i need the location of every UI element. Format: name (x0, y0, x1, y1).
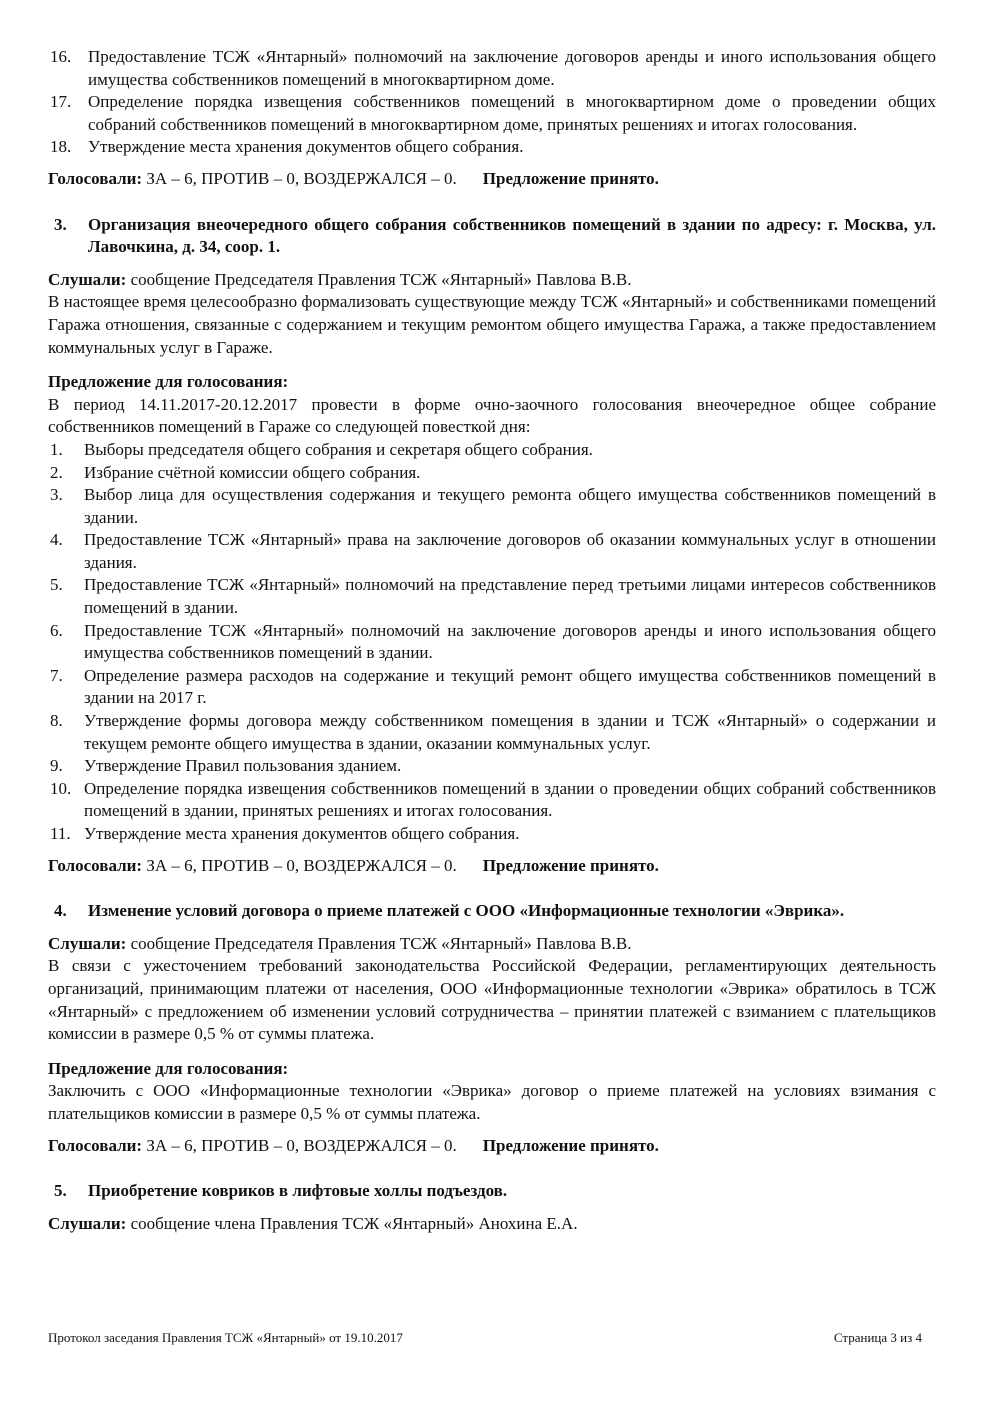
vote-result: Голосовали: ЗА – 6, ПРОТИВ – 0, ВОЗДЕРЖАЛСЯ – 0. Предложение принято. (48, 855, 659, 875)
section-4-proposal: Заключить с ООО «Информационные технологии «Эврика» договор о приеме платежей на условиях взимания с плательщиков комиссии в размере 0,5 % от суммы платежа. (48, 1081, 936, 1123)
footer-document-title: Протокол заседания Правления ТСЖ «Янтарный» от 19.10.2017 (48, 1330, 403, 1345)
page-footer (48, 1330, 922, 1346)
list-item: 1. Выборы председателя общего собрания и секретаря общего собрания. (50, 439, 593, 459)
section-4-body: В связи с ужесточением требований законодательства Российской Федерации, регламентирующих деятельность организаций, принимающим платежи от населения, ООО «Информационные технологии «Эврика» обратилось в ТСЖ «Янтарный» с предложением об изменении условий сотрудничества – принятии платежей с взиманием с плательщиков комиссии в размере 0,5 % от суммы платежа. (48, 956, 936, 1044)
section-4-heading: 4. Изменение условий договора о приеме платежей с ООО «Информационные технологии «Эврика». (54, 901, 845, 921)
accepted-label: Предложение принято. (482, 168, 659, 188)
section-5-listened: Слушали: сообщение члена Правления ТСЖ «Янтарный» Анохина Е.А. (48, 1213, 578, 1233)
list-item: 9. Утверждение Правил пользования зданием. (50, 756, 402, 776)
list-item: 17. Определение порядка извещения собственников помещений в многоквартирном доме о проведении общих собраний собственников помещений в многоквартирном доме, принятых решениях и итогах голосования. (50, 92, 936, 134)
accepted-label: Предложение принято. (482, 1135, 659, 1155)
list-item: 4. Предоставление ТСЖ «Янтарный» права на заключение договоров об оказании коммунальных услуг в отношении здания. (50, 530, 936, 572)
list-item: 7. Определение размера расходов на содержание и текущий ремонт общего имущества собственников помещений в здании на 2017 г. (50, 665, 936, 708)
list-item: 10. Определение порядка извещения собственников помещений в здании о проведении общих собраний собственников помещений в здании, принятых решениях и итогах голосования. (50, 778, 936, 821)
list-item: 11. Утверждение места хранения документов общего собрания. (50, 824, 520, 843)
section-3-body: В настоящее время целесообразно формализовать существующие между ТСЖ «Янтарный» и собственниками помещений Гаража отношения, связанные с содержанием и текущим ремонтом общего имущества Гаража, а также предоставлением коммунальных услуг в Гараже. (48, 292, 936, 357)
vote-result: Голосовали: ЗА – 6, ПРОТИВ – 0, ВОЗДЕРЖАЛСЯ – 0. Предложение принято. (48, 168, 659, 188)
agenda-list-section-3 (48, 439, 936, 846)
section-3-proposal: В период 14.11.2017-20.12.2017 провести в форме очно-заочного голосования внеочередное общее собрание собственников помещений в Гараже со следующей повесткой дня: (48, 394, 936, 437)
list-item: 3. Выбор лица для осуществления содержания и текущего ремонта общего имущества собственников помещений в здании. (50, 485, 936, 527)
section-5-heading: 5. Приобретение ковриков в лифтовые холлы подъездов. (54, 1181, 508, 1201)
section-4-listened: Слушали: сообщение Председателя Правления ТСЖ «Янтарный» Павлова В.В. (48, 933, 632, 953)
vote-result: Голосовали: ЗА – 6, ПРОТИВ – 0, ВОЗДЕРЖАЛСЯ – 0. Предложение принято. (48, 1135, 659, 1155)
section-3-proposal-label: Предложение для голосования: (48, 372, 289, 392)
section-3-heading: 3. Организация внеочередного общего собрания собственников помещений в здании по адресу: г. Москва, ул. Лавочкина, д. 34, соор. 1. (54, 214, 936, 257)
list-item: 2. Избрание счётной комиссии общего собрания. (50, 462, 421, 482)
agenda-list-previous (48, 46, 936, 159)
section-3-listened: Слушали: сообщение Председателя Правления ТСЖ «Янтарный» Павлова В.В. (48, 269, 632, 289)
accepted-label: Предложение принято. (482, 855, 659, 875)
section-4-proposal-label: Предложение для голосования: (48, 1058, 289, 1078)
list-item: 5. Предоставление ТСЖ «Янтарный» полномочий на представление перед третьими лицами интересов собственников помещений в здании. (50, 575, 936, 618)
list-item: 18. Утверждение места хранения документов общего собрания. (50, 137, 524, 157)
page-number: Страница 3 из 4 (833, 1330, 922, 1345)
list-item: 16. Предоставление ТСЖ «Янтарный» полномочий на заключение договоров аренды и иного использования общего имущества собственников помещений в многоквартирном доме. (50, 47, 936, 89)
document-body (48, 46, 936, 1235)
list-item: 8. Утверждение формы договора между собственником помещения в здании и ТСЖ «Янтарный» о содержании и текущем ремонте общего имущества в здании, оказании коммунальных услуг. (50, 711, 936, 753)
list-item: 6. Предоставление ТСЖ «Янтарный» полномочий на заключение договоров аренды и иного использования общего имущества собственников помещений в здании. (50, 620, 936, 663)
